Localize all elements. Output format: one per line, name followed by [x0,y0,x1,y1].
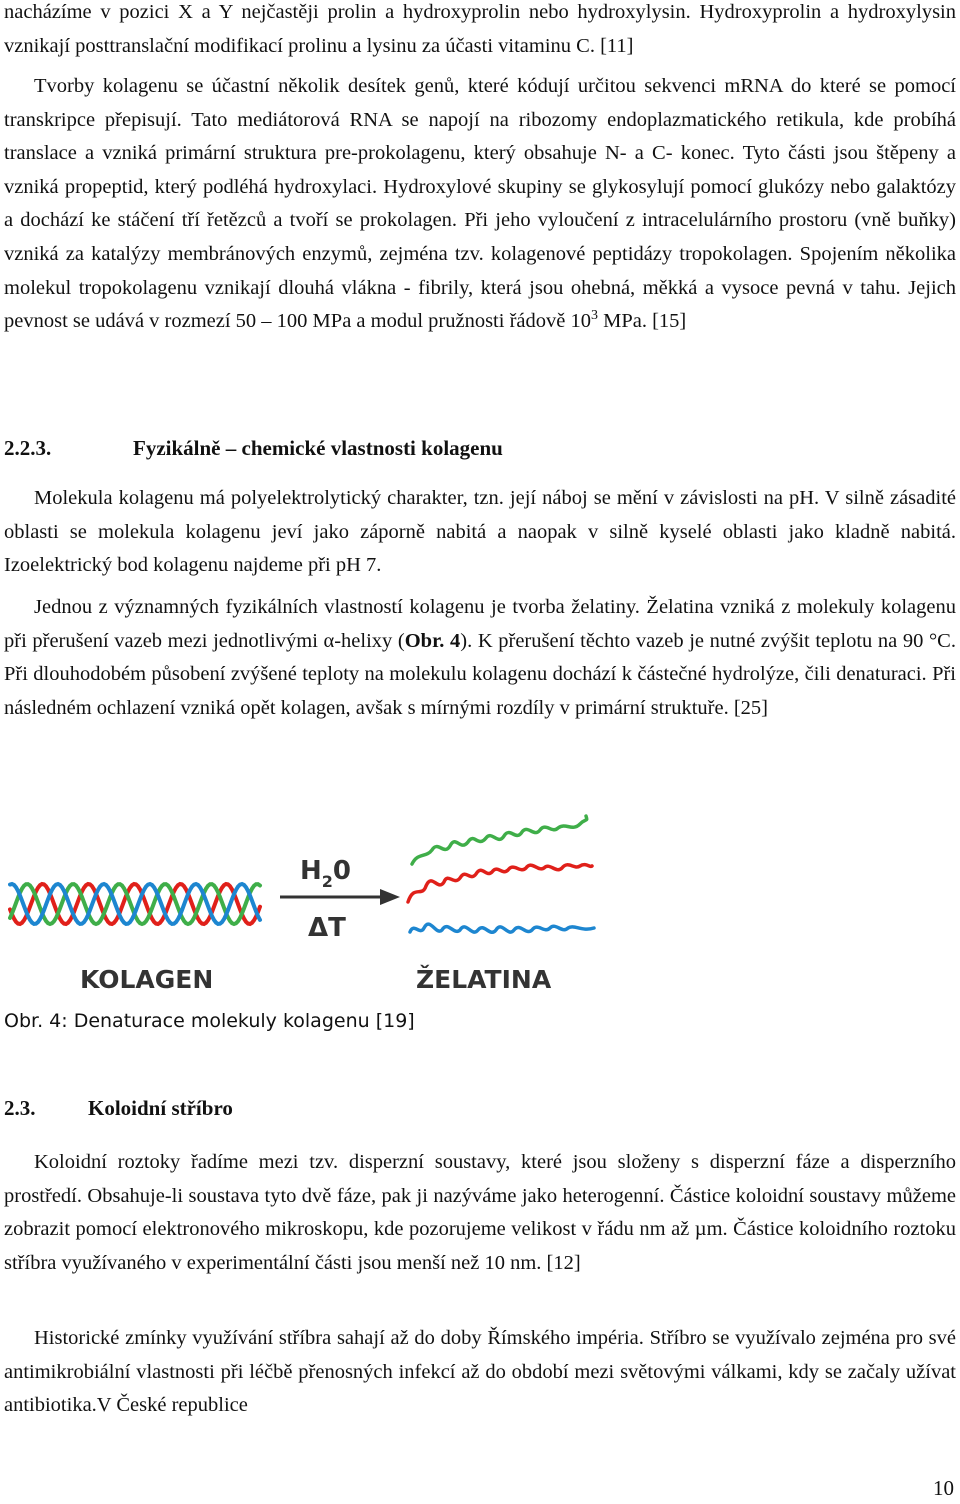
figure-reference: Obr. 4 [404,629,461,652]
paragraph-collagen-amino-acids [4,0,956,63]
paragraph-colloid-solutions [4,1146,956,1280]
section-title: Koloidní stříbro [88,1096,233,1120]
section-heading-2-3 [4,1093,233,1123]
paragraph-silver-history [4,1322,956,1423]
page-number: 10 [933,1476,954,1500]
gelatin-strand-red [408,865,592,902]
paragraph-text: nacházíme v pozici X a Y nejčastěji prolin a hydroxyprolin nebo hydroxylysin. Hydroxyprolin a hydroxylysin vznikají posttranslační modifikací prolinu a lysinu za účasti vitaminu C. [11] [4,1,956,57]
section-number: 2.3. [4,1096,36,1120]
paragraph-gelatin [4,591,956,725]
paragraph-text-end: MPa. [15] [597,310,687,333]
gelatin-strand-blue [410,924,594,932]
section-title: Fyzikálně – chemické vlastnosti kolagenu [133,436,503,460]
paragraph-text: Tvorby kolagenu se účastní několik desítek genů, které kódují určitou sekvenci mRNA do které se pomocí transkripce přepisují. Tato mediátorová RNA se napojí na ribozomy endoplazmatického retikula, kde probíhá translace a vzniká primární struktura pre-prokolagenu, který obsahuje N- a C- konec. Tyto části jsou štěpeny a vzniká propeptid, který podléhá hydroxylaci. Hydroxylové skupiny se glykosylují pomocí glukózy nebo galaktózy a dochází ke stáčení tří řetězců a tvoří se prokolagen. Při jeho vyloučení z intracelulárního prostoru (vně buňky) vzniká za katalýzy membránových enzymů, zejména tzv. kolagenové peptidázy tropokolagen. Spojením několika molekul tropokolagenu vznikají dlouhá vlákna - fibrily, která jsou ohebná, měkká a vysoce pevná v tahu. Jejich pevnost se udává v rozmezí 50 – 100 MPa a modul pružnosti řádově 10 [4,75,956,333]
figure-caption: Obr. 4: Denaturace molekuly kolagenu [19] [4,1010,415,1032]
paragraph-polyelectrolyte [4,482,956,583]
paragraph-collagen-synthesis [4,70,956,339]
section-heading-2-2-3 [4,433,503,463]
arrow-label-water: $H_20$ [300,856,351,891]
arrow-label-temperature: ΔT [308,913,346,943]
label-kolagen: KOLAGEN [80,965,214,994]
section-number: 2.2.3. [4,436,52,460]
figure-collagen-denaturation [8,812,598,994]
paragraph-text: Koloidní roztoky řadíme mezi tzv. disperzní soustavy, které jsou složeny s disperzní fáze a disperzního prostředí. Obsahuje-li soustava tyto dvě fáze, pak ji nazýváme jako heterogenní. Částice koloidní soustavy můžeme zobrazit pomocí elektronového mikroskopu, kde pozorujeme velikost v řádu nm až µm. Částice koloidního roztoku stříbra využívaného v experimentální části jsou menší než 10 nm. [12] [4,1151,956,1274]
label-zelatina: ŽELATINA [416,965,552,994]
arrow-head [380,889,400,905]
triple-helix-graphic [10,884,260,924]
gelatin-strand-green [412,816,587,864]
paragraph-text-end: ). K přerušení těchto vazeb je nutné zvýšit teplotu na 90 °C. Při dlouhodobém působení zvýšené teploty na molekulu kolagenu dochází k částečné hydrolýze, čili denaturaci. Při následném ochlazení vzniká opět kolagen, avšak s mírnými rozdíly v primární struktuře. [25] [4,629,956,719]
reaction-arrow [280,856,400,943]
paragraph-text: Molekula kolagenu má polyelektrolytický charakter, tzn. její náboj se mění v závislosti na pH. V silně zásadité oblasti se molekula kolagenu jeví jako záporně nabitá a naopak v silně kyselé oblasti jako kladně nabitá. Izoelektrický bod kolagenu najdeme při pH 7. [4,487,956,577]
gelatin-coils-graphic [408,816,594,932]
paragraph-text: Historické zmínky využívání stříbra sahají až do doby Římského impéria. Stříbro se využívalo zejména pro své antimikrobiální vlastnosti při léčbě přenosných infekcí až do období mezi světovými válkami, kdy se začaly užívat antibiotika.V České republice [4,1327,956,1417]
exponent: 3 [590,308,598,324]
paragraph-text: Jednou z významných fyzikálních vlastností kolagenu je tvorba želatiny. Želatina vzniká z molekuly kolagenu při přerušení vazeb mezi jednotlivými α-helixy ( [4,596,956,652]
